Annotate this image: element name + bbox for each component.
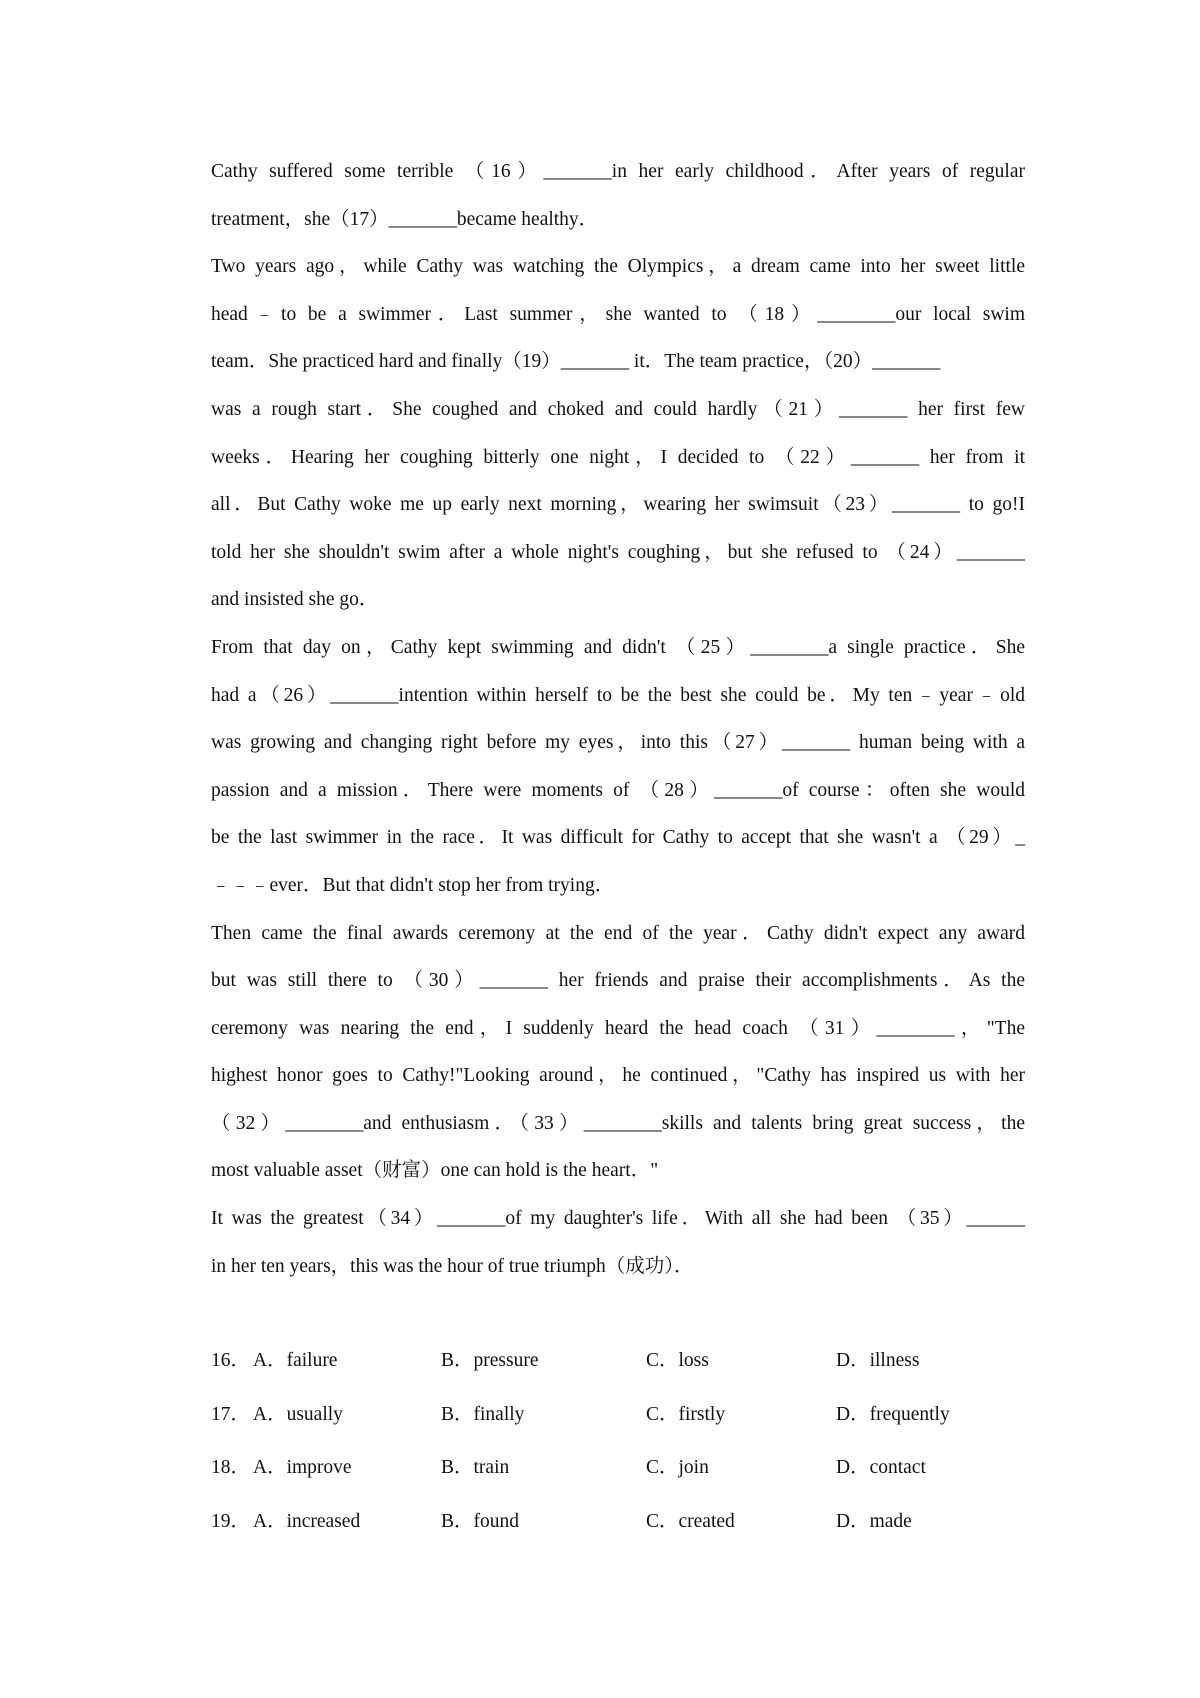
passage-line: Two years ago，while Cathy was watching the Olympics，a dream came into her sweet little — [211, 256, 1025, 278]
passage-line: weeks．Hearing her coughing bitterly one night，I decided to （22）_______ her from it — [211, 446, 1025, 468]
option-d[interactable]: D．illness — [836, 1350, 920, 1371]
option-c[interactable]: C．loss — [646, 1350, 709, 1371]
passage-line: most valuable asset（财富）one can hold is the heart．" — [211, 1160, 659, 1182]
passage-line: ﹣﹣﹣ever．But that didn't stop her from trying． — [211, 874, 615, 896]
passage-line: highest honor goes to Cathy!"Looking around，he continued，"Cathy has inspired us with her — [211, 1065, 1025, 1087]
passage-line: in her ten years，this was the hour of true triumph（成功）． — [211, 1255, 694, 1277]
passage-line: From that day on，Cathy kept swimming and didn't （25）________a single practice．She — [211, 636, 1025, 658]
question-number: 19． — [211, 1510, 251, 1532]
passage-line: was a rough start．She coughed and choked and could hardly（21）_______ her first few — [211, 398, 1025, 420]
passage-line: told her she shouldn't swim after a whole night's coughing，but she refused to （24）_______ — [211, 541, 1025, 563]
passage-line: be the last swimmer in the race．It was difficult for Cathy to accept that she wasn't a （29）_ — [211, 827, 1025, 849]
passage-line: team．She practiced hard and finally（19）_______ it．The team practice，（20）_______ — [211, 351, 941, 373]
option-b[interactable]: B．pressure — [441, 1350, 539, 1371]
cloze-passage — [211, 148, 1025, 1290]
passage-line: had a（26）_______intention within herself to be the best she could be．My ten﹣year﹣old — [211, 684, 1025, 706]
option-d[interactable]: D．made — [836, 1510, 912, 1532]
question-19-options — [211, 1495, 1025, 1549]
option-a[interactable]: A．failure — [253, 1350, 338, 1371]
option-b[interactable]: B．finally — [441, 1403, 525, 1425]
option-b[interactable]: B．train — [441, 1457, 510, 1479]
option-c[interactable]: C．created — [646, 1510, 735, 1532]
option-d[interactable]: D．contact — [836, 1457, 926, 1479]
passage-line: Then came the final awards ceremony at the end of the year．Cathy didn't expect any award — [211, 922, 1025, 944]
passage-line: Cathy suffered some terrible （16）_______in her early childhood．After years of regular — [211, 161, 1025, 182]
option-d[interactable]: D．frequently — [836, 1403, 950, 1425]
option-a[interactable]: A．increased — [253, 1510, 361, 1532]
passage-line: head﹣to be a swimmer．Last summer，she wanted to （18）________our local swim — [211, 303, 1025, 325]
option-c[interactable]: C．join — [646, 1457, 709, 1479]
passage-line: （32）________and enthusiasm．（33）________skills and talents bring great success，the — [211, 1112, 1025, 1134]
question-16-options — [211, 1334, 1025, 1388]
option-b[interactable]: B．found — [441, 1510, 520, 1532]
question-18-options — [211, 1441, 1025, 1495]
question-number: 18． — [211, 1457, 251, 1479]
option-a[interactable]: A．usually — [253, 1403, 343, 1425]
question-number: 16． — [211, 1350, 251, 1371]
passage-line: all．But Cathy woke me up early next morning，wearing her swimsuit（23）_______ to go!I — [211, 494, 1025, 516]
option-c[interactable]: C．firstly — [646, 1403, 726, 1425]
option-a[interactable]: A．improve — [253, 1457, 352, 1479]
passage-line: was growing and changing right before my eyes，into this（27）_______ human being with a — [211, 732, 1025, 754]
passage-line: It was the greatest（34）_______of my daughter's life．With all she had been （35）______ — [211, 1208, 1025, 1230]
passage-line: passion and a mission．There were moments of （28）_______of course：often she would — [211, 779, 1025, 801]
passage-line: but was still there to （30）_______ her friends and praise their accomplishments．As the — [211, 970, 1025, 992]
answer-options — [211, 1334, 1025, 1548]
question-number: 17． — [211, 1403, 251, 1425]
passage-line: treatment，she（17）_______became healthy． — [211, 208, 599, 230]
passage-line: ceremony was nearing the end，I suddenly heard the head coach （31）________，"The — [211, 1017, 1025, 1039]
question-17-options — [211, 1388, 1025, 1442]
passage-line: and insisted she go． — [211, 589, 379, 611]
